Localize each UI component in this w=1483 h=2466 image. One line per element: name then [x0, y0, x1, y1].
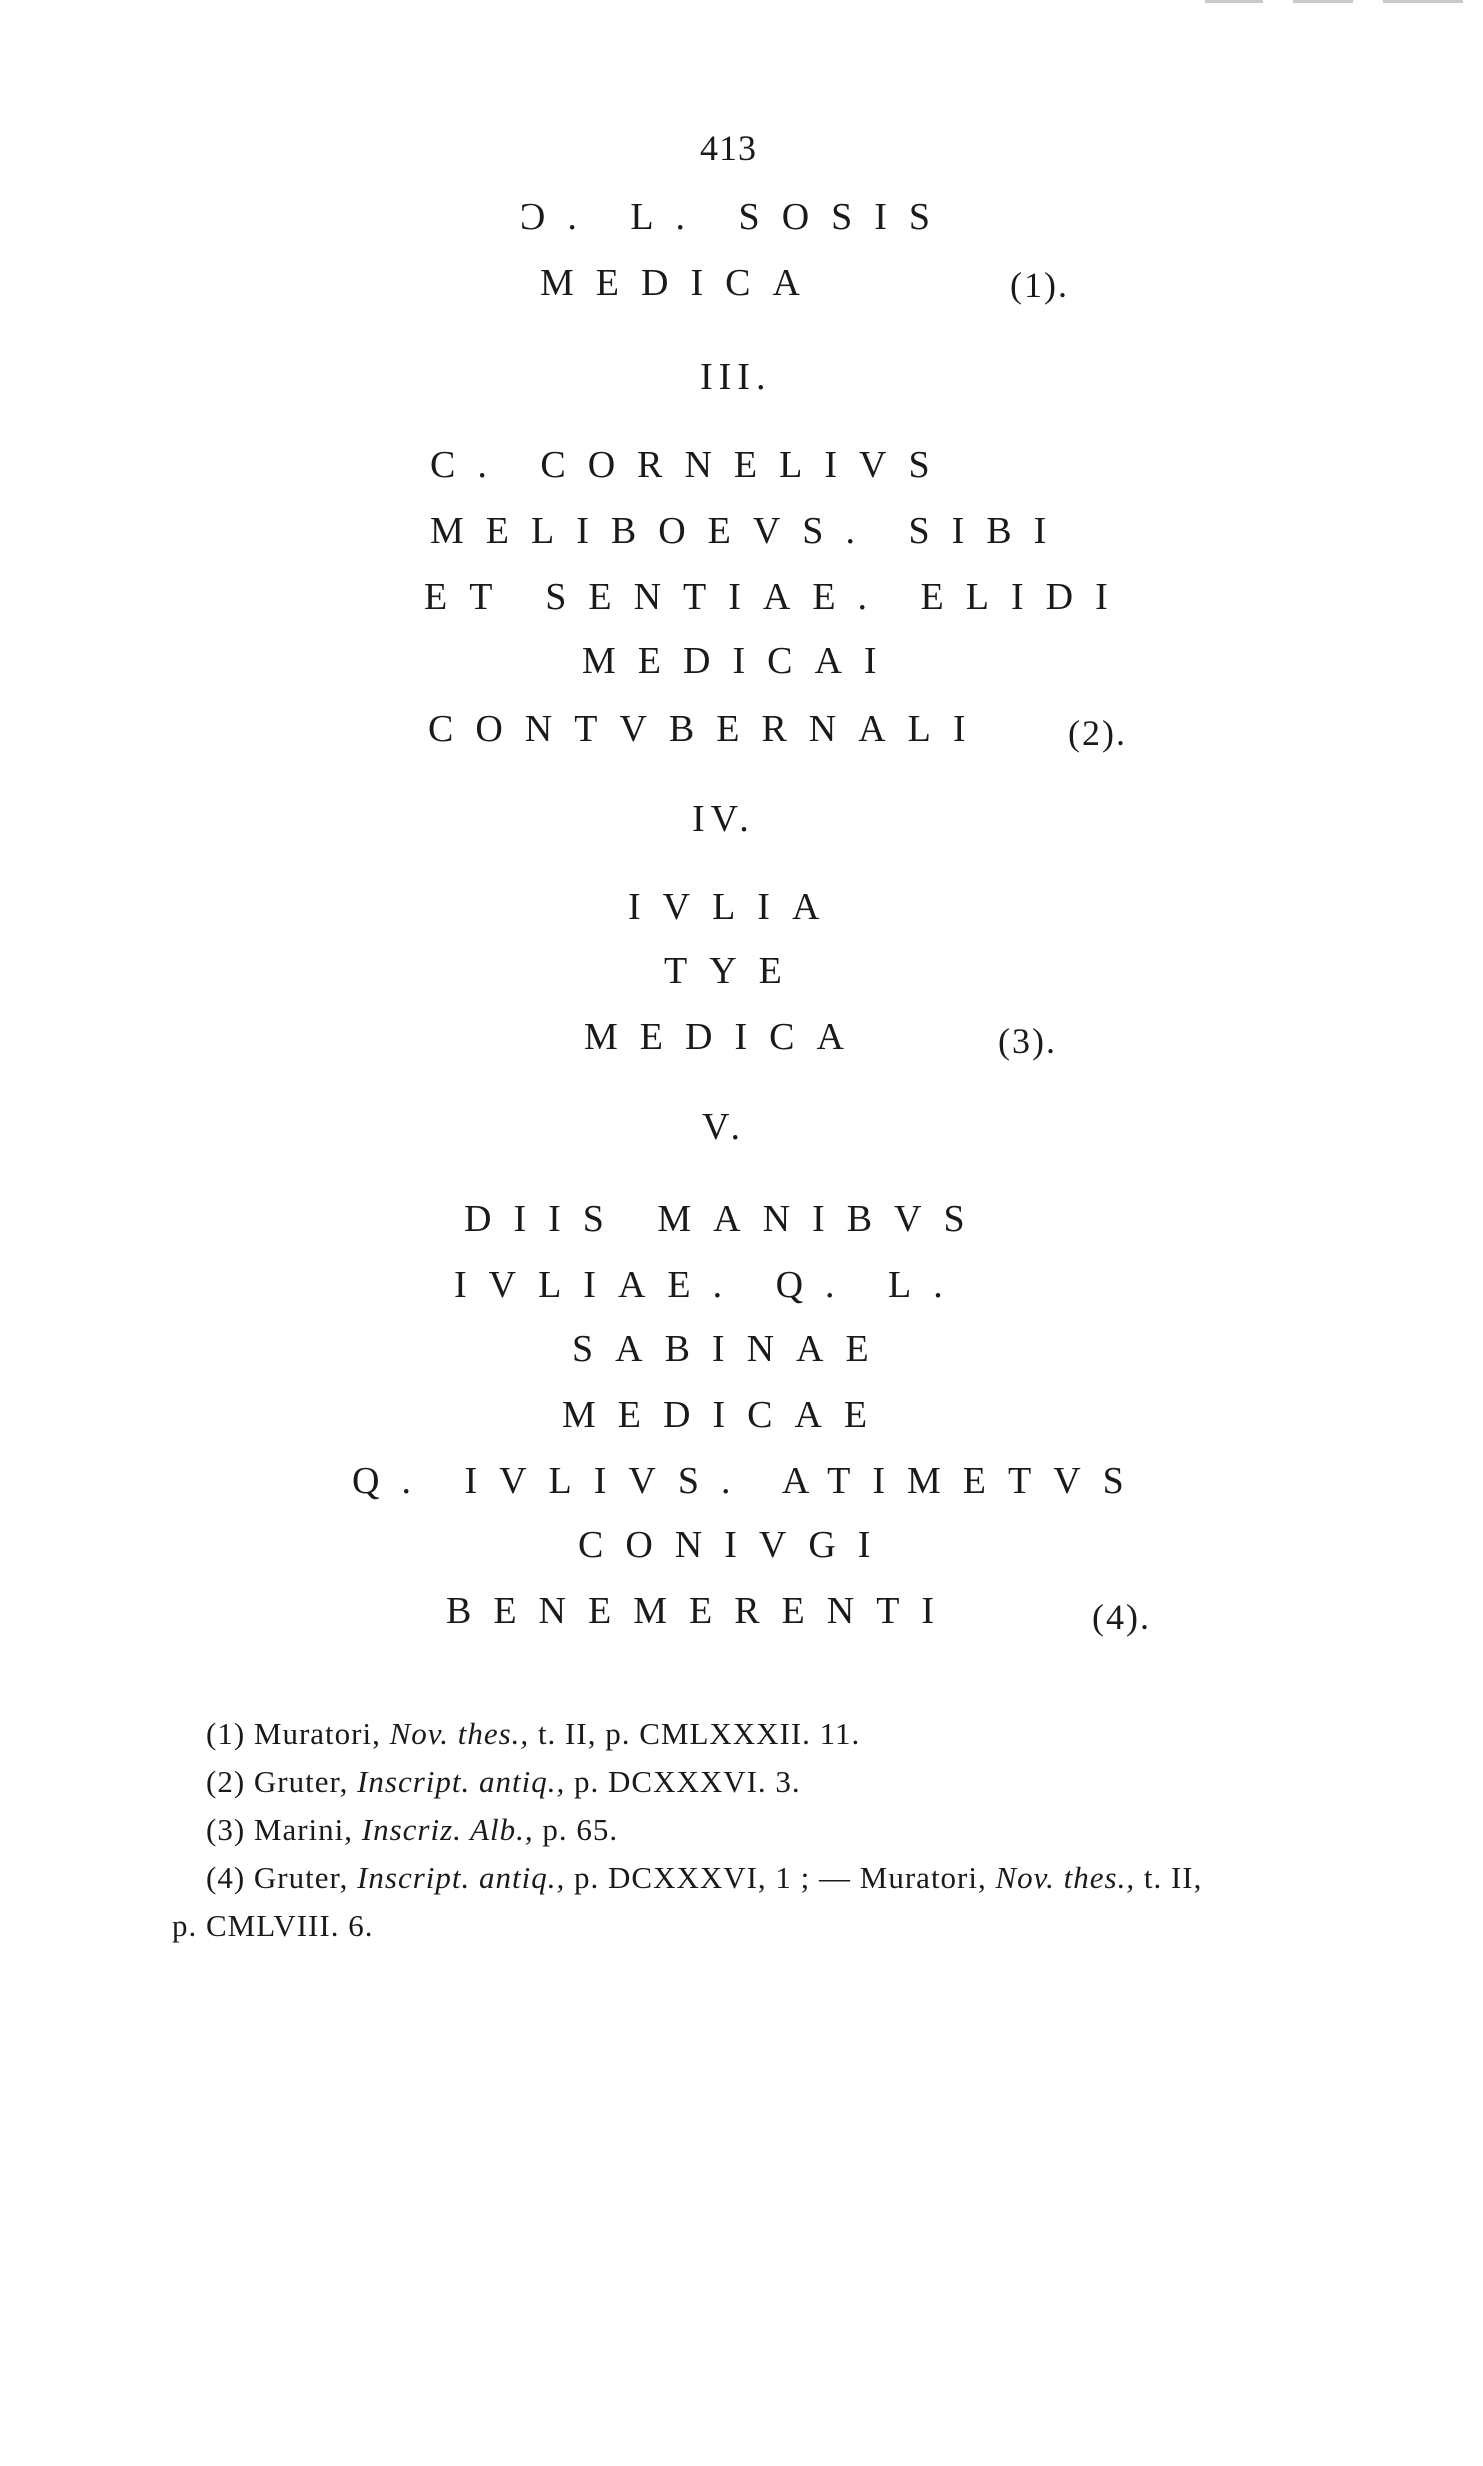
footnote-citation: t. II, — [1143, 1860, 1203, 1895]
footnote-num: (1) — [206, 1716, 246, 1751]
footnote-4-continued: p. CMLVIII. 6. — [172, 1908, 374, 1943]
inscription-line: MEDICAE — [562, 1394, 890, 1436]
footnote-citation: p. DCXXXVI. 3. — [574, 1764, 801, 1799]
inscription-line: MEDICAI — [582, 640, 899, 682]
section-numeral: III. — [700, 356, 772, 398]
footnote-author: Marini, — [253, 1812, 354, 1847]
footnote-work: Nov. thes., — [389, 1716, 530, 1751]
footnote-work: Inscript. antiq., — [357, 1764, 566, 1799]
inscription-line: BENEMERENTI — [446, 1590, 957, 1632]
footnote-ref: (1). — [1010, 265, 1069, 305]
footnote-work: Nov. thes., — [995, 1860, 1136, 1895]
footnote-ref: (2). — [1068, 713, 1127, 753]
inscription-line: CONTVBERNALI — [428, 708, 988, 750]
footnote-num: (4) — [206, 1860, 246, 1895]
section-numeral: IV. — [692, 798, 755, 840]
inscription-line: C. CORNELIVS — [430, 444, 952, 486]
footnote-ref: (4). — [1092, 1597, 1151, 1637]
footnote-citation: p. 65. — [542, 1812, 619, 1847]
inscription-line: MELIBOEVS. SIBI — [430, 510, 1069, 552]
footnote-num: (2) — [206, 1764, 246, 1799]
footnote-3 — [206, 1814, 618, 1845]
page-number: 413 — [700, 128, 757, 168]
footnote-author: Gruter, — [253, 1860, 349, 1895]
inscription-line: ET SENTIAE. ELIDI — [424, 576, 1130, 618]
inscription-line: MEDICA — [584, 1016, 866, 1058]
footnote-ref: (3). — [998, 1021, 1057, 1061]
footnote-2 — [206, 1766, 801, 1797]
inscription-line: CONIVGI — [578, 1524, 893, 1566]
section-numeral: V. — [702, 1106, 747, 1148]
inscription-line: DIIS MANIBVS — [464, 1198, 987, 1240]
inscription-line: Ͻ. L. SOSIS — [520, 196, 953, 238]
footnote-work: Inscript. antiq., — [357, 1860, 566, 1895]
inscription-line: MEDICA — [540, 262, 822, 304]
footnote-citation: p. DCXXXVI, 1 ; — Muratori, — [574, 1860, 987, 1895]
footnote-work: Inscriz. Alb., — [361, 1812, 534, 1847]
footnote-author: Muratori, — [253, 1716, 381, 1751]
footnote-num: (3) — [206, 1812, 246, 1847]
inscription-line: IVLIAE. Q. L. — [454, 1264, 965, 1306]
footnote-author: Gruter, — [253, 1764, 349, 1799]
footnote-1 — [206, 1718, 860, 1749]
inscription-line: IVLIA — [628, 886, 842, 928]
inscription-line: SABINAE — [572, 1328, 891, 1370]
inscription-line: Q. IVLIVS. ATIMETVS — [352, 1460, 1146, 1502]
footnote-citation: t. II, p. CMLXXXII. 11. — [537, 1716, 861, 1751]
inscription-line: TYE — [664, 950, 804, 992]
footnote-4 — [206, 1862, 1202, 1893]
